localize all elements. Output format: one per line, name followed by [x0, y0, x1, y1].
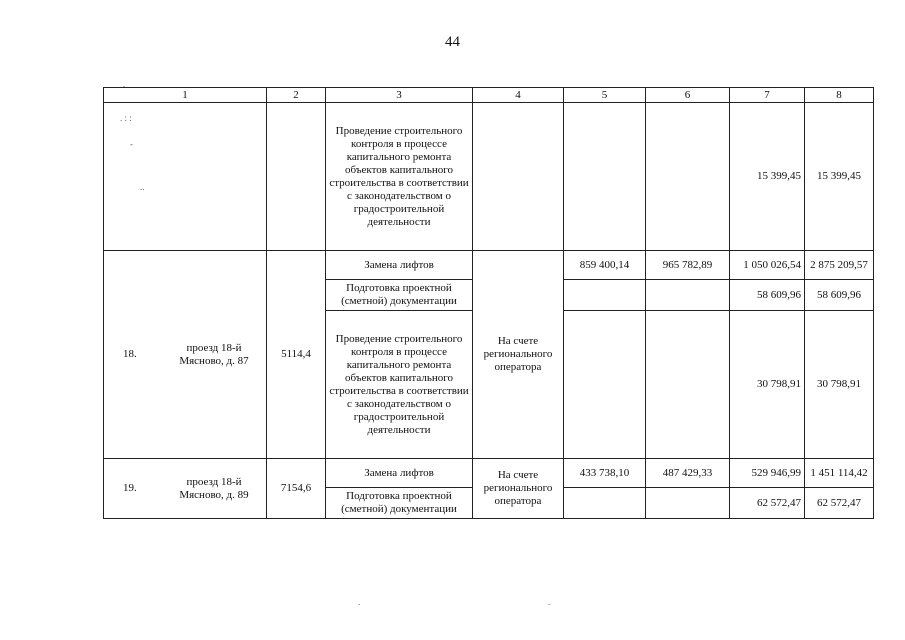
work-type-cell: Проведение строительного контроля в процессе капитального ремонта объектов капитального строительства в соответствии с законодательством о градостроительной деятельности [326, 311, 473, 459]
amount-cell: 859 400,14 [564, 251, 646, 280]
amount-cell [646, 311, 730, 459]
amount-cell: 15 399,45 [730, 103, 805, 251]
record-number: 19. [123, 482, 137, 494]
record-address: проезд 18-й Мясново, д. 87 [179, 341, 249, 367]
fund-cell: На счете регионального оператора [473, 459, 564, 519]
amount-cell: 62 572,47 [805, 488, 874, 519]
column-header: 2 [267, 88, 326, 103]
column-header: 5 [564, 88, 646, 103]
amount-cell: 30 798,91 [805, 311, 874, 459]
empty-cell [564, 103, 646, 251]
column-header: 8 [805, 88, 874, 103]
column-header: 4 [473, 88, 564, 103]
register-table [103, 87, 874, 519]
scan-speck: . [123, 79, 126, 89]
amount-cell: 2 875 209,57 [805, 251, 874, 280]
empty-cell [104, 103, 267, 251]
scan-speck: .. [140, 182, 145, 192]
amount-cell: 1 451 114,42 [805, 459, 874, 488]
scan-speck: . : : [120, 113, 132, 123]
scan-speck: . [358, 597, 361, 607]
scan-speck: - [130, 139, 133, 149]
table-row [104, 103, 874, 251]
column-header: 1 [104, 88, 267, 103]
amount-cell: 529 946,99 [730, 459, 805, 488]
table-row [104, 459, 874, 488]
record-number: 18. [123, 348, 137, 360]
area-cell: 5114,4 [267, 251, 326, 459]
record-id-cell [104, 459, 267, 519]
amount-cell: 433 738,10 [564, 459, 646, 488]
table-row [104, 251, 874, 280]
work-type-cell: Подготовка проектной (сметной) документации [326, 280, 473, 311]
column-header: 6 [646, 88, 730, 103]
work-type-cell: Проведение строительного контроля в процессе капитального ремонта объектов капитального строительства в соответствии с законодательством о градостроительной деятельности [326, 103, 473, 251]
amount-cell: 30 798,91 [730, 311, 805, 459]
amount-cell [564, 280, 646, 311]
amount-cell: 62 572,47 [730, 488, 805, 519]
fund-cell: На счете регионального оператора [473, 251, 564, 459]
amount-cell [564, 488, 646, 519]
amount-cell [564, 311, 646, 459]
amount-cell: 487 429,33 [646, 459, 730, 488]
column-header: 7 [730, 88, 805, 103]
column-header: 3 [326, 88, 473, 103]
amount-cell: 58 609,96 [730, 280, 805, 311]
amount-cell [646, 488, 730, 519]
empty-cell [267, 103, 326, 251]
amount-cell [646, 280, 730, 311]
amount-cell: 965 782,89 [646, 251, 730, 280]
area-cell: 7154,6 [267, 459, 326, 519]
scan-speck: . [548, 597, 551, 607]
page-number: 44 [445, 34, 460, 50]
work-type-cell: Замена лифтов [326, 459, 473, 488]
work-type-cell: Замена лифтов [326, 251, 473, 280]
amount-cell: 15 399,45 [805, 103, 874, 251]
empty-cell [646, 103, 730, 251]
record-address: проезд 18-й Мясново, д. 89 [179, 475, 249, 501]
amount-cell: 1 050 026,54 [730, 251, 805, 280]
empty-cell [473, 103, 564, 251]
amount-cell: 58 609,96 [805, 280, 874, 311]
record-id-cell [104, 251, 267, 459]
work-type-cell: Подготовка проектной (сметной) документации [326, 488, 473, 519]
column-number-row [104, 88, 874, 103]
